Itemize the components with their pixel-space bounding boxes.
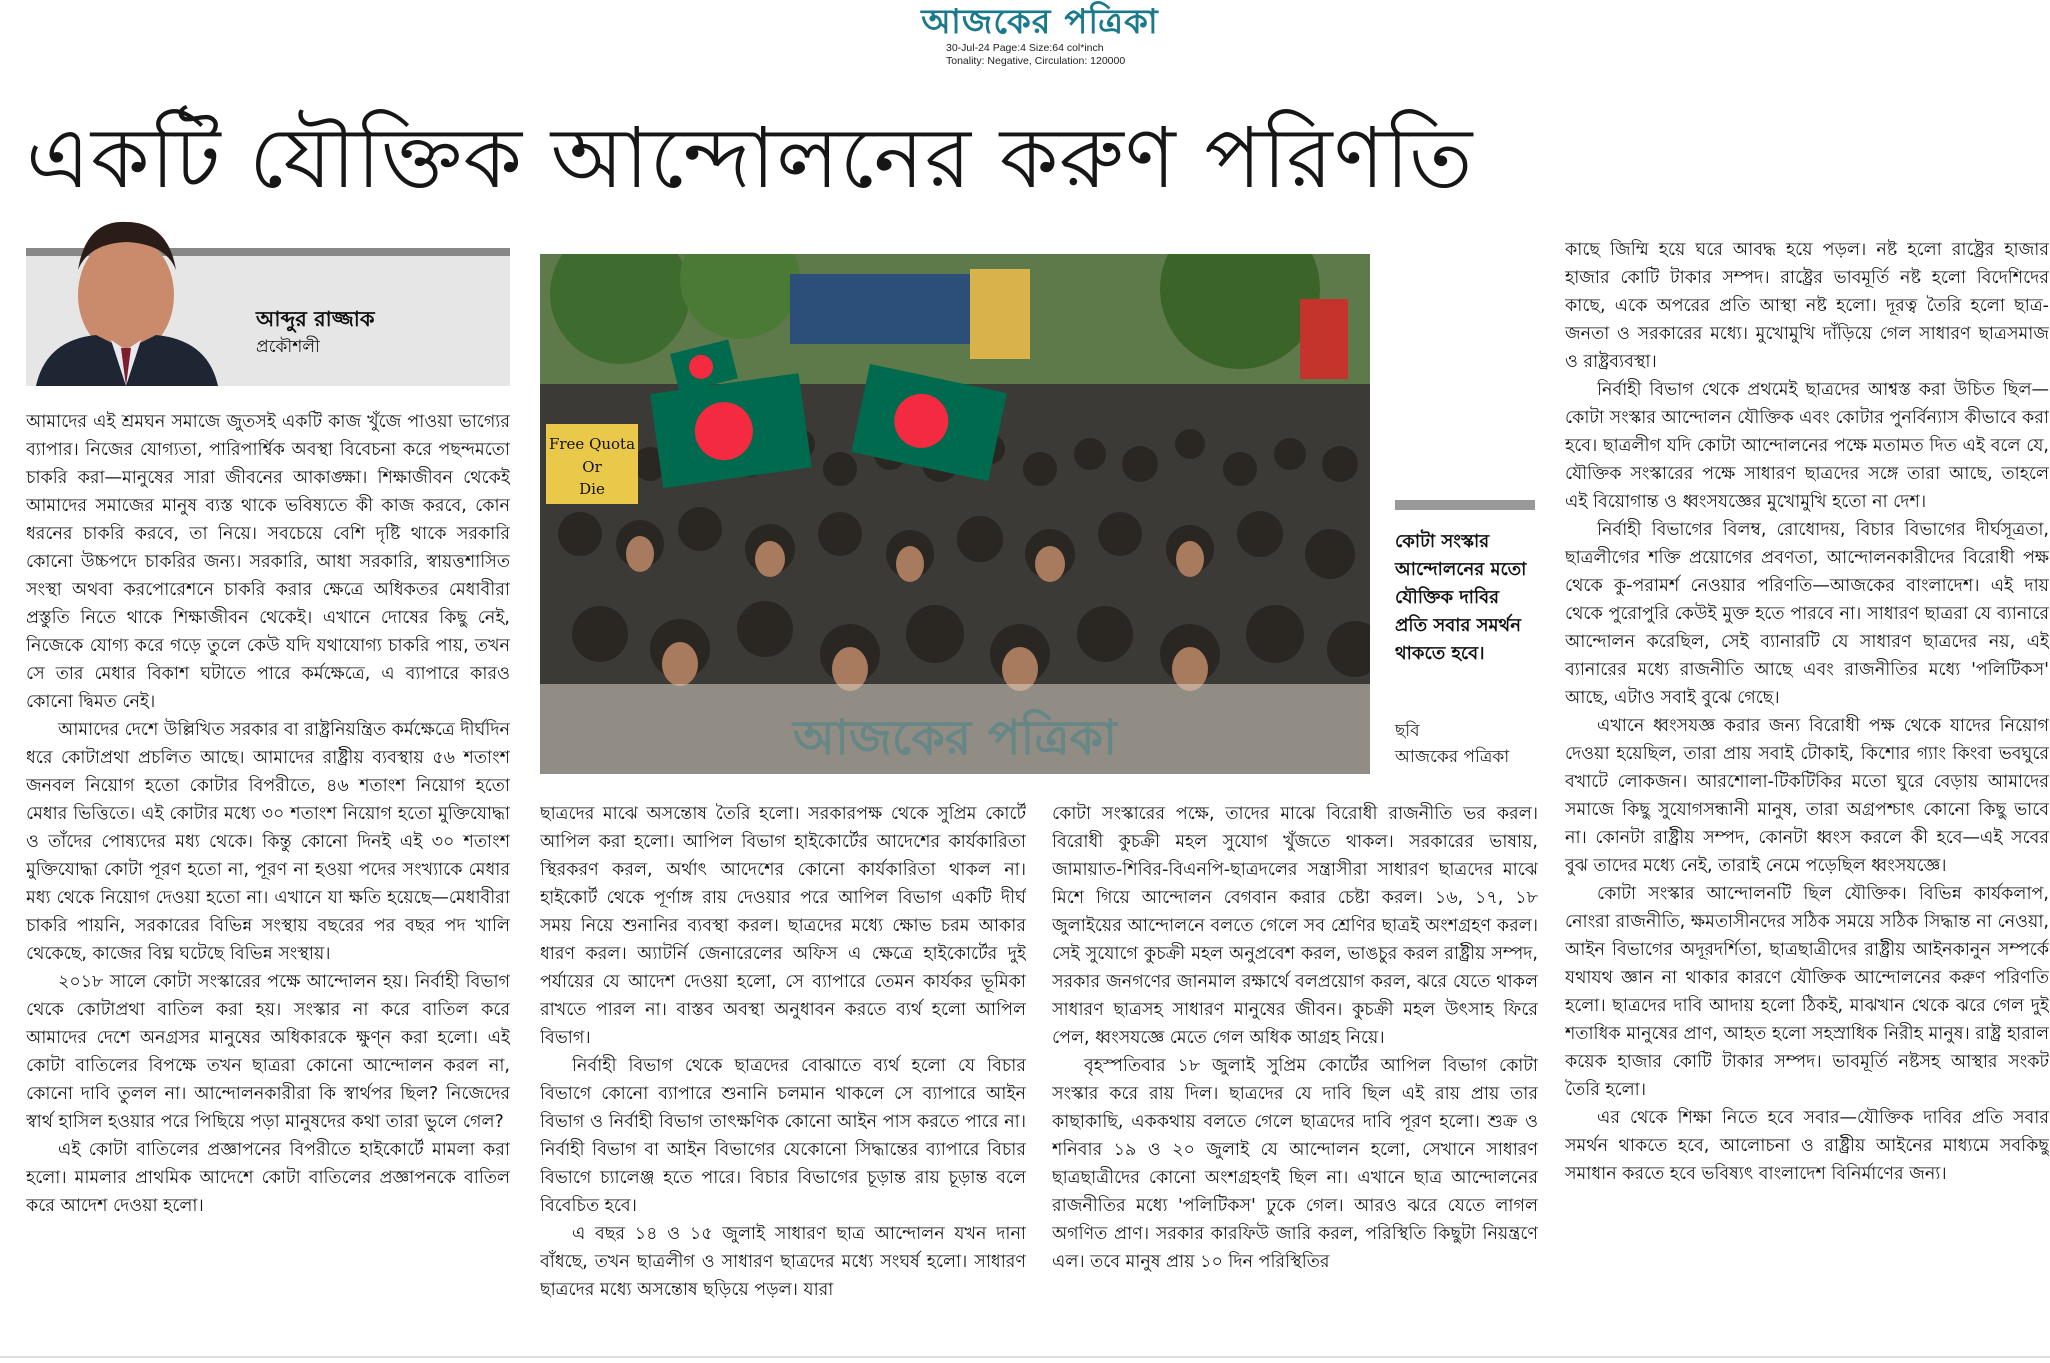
clipping-meta-line2: Tonality: Negative, Circulation: 120000 [946,55,1126,67]
clipping-meta-line1: 30-Jul-24 Page:4 Size:64 col*inch [946,42,1104,54]
paragraph: নির্বাহী বিভাগ থেকে ছাত্রদের বোঝাতে ব্যর্থ হলো যে বিচার বিভাগে কোনো ব্যাপারে শুনানি চলমান থাকলে সে ব্যাপারে আইন বিভাগ ও নির্বাহী বিভাগ তাৎক্ষণিক কোনো আইন পাস করতে পারে না। নির্বাহী বিভাগ বা আইন বিভাগের যেকোনো সিদ্ধান্তের ব্যাপারে বিচার বিভাগে চ্যালেঞ্জ হতে পারে। বিচার বিভাগের চূড়ান্ত রায় চূড়ান্ত বলে বিবেচিত হবে। [540,1056,1026,1216]
article-headline: একটি যৌক্তিক আন্দোলনের করুণ পরিণতি [26,109,1474,207]
photo-caption-credit: আজকের পত্রিকা [1395,747,1510,767]
photo-caption-label: ছবি [1395,721,1420,741]
pull-quote-rule [1395,500,1535,510]
paragraph: নির্বাহী বিভাগের বিলম্ব, রোধোদয়, বিচার বিভাগের দীর্ঘসূত্রতা, ছাত্রলীগের শক্তি প্রয়োগের প্রবণতা, আন্দোলনকারীদের বিরোধী পক্ষ থেকে কু-পরামর্শ নেওয়ার পরিণতি—আজকের বাংলাদেশ। এই দায় থেকে পুরোপুরি কেউই মুক্ত হতে পারবে না। সাধারণ ছাত্ররা যে ব্যানারে আন্দোলন করেছিল, সেই ব্যানারটি যে সাধারণ ছাত্রদের নয়, এই ব্যানারের মধ্যে রাজনীতি আছে এবং রাজনীতির মধ্যে 'পলিটিকস' আছে, এটাও সবাই বুঝে গেছে। [1565,520,2049,708]
paragraph: এখানে ধ্বংসযজ্ঞ করার জন্য বিরোধী পক্ষ থেকে যাদের নিয়োগ দেওয়া হয়েছিল, তারা প্রায় সবাই টোকাই, কিশোর গ্যাং কিংবা ভবঘুরে বখাটে লোকজন। আরশোলা-টিকটিকির মতো ঘুরে বেড়ায় আমাদের সমাজে কিছু সুযোগসন্ধানী মানুষ, তারা অগ্রপশ্চাৎ কোনো কিছু ভাবে না। কোনটা রাষ্ট্রীয় সম্পদ, কোনটা ধ্বংস করলে কী হবে—এই সবের বুঝ তাদের মধ্যে নেই, তারাই নেমে পড়েছিল ধ্বংসযজ্ঞে। [1565,716,2049,876]
masthead [860,2,1220,68]
paragraph: কোটা সংস্কার আন্দোলনটি ছিল যৌক্তিক। বিভিন্ন কার্যকলাপ, নোংরা রাজনীতি, ক্ষমতাসীনদের সঠিক সময়ে সঠিক সিদ্ধান্ত না নেওয়া, আইন বিভাগের অদূরদর্শিতা, ছাত্রছাত্রীদের রাষ্ট্রীয় আইনকানুন সম্পর্কে যথাযথ জ্ঞান না থাকার কারণে যৌক্তিক আন্দোলনের করুণ পরিণতি হলো। ছাত্রদের দাবি আদায় হলো ঠিকই, মাঝখান থেকে ঝরে গেল দুই শতাধিক মানুষের প্রাণ, আহত হলো সহস্রাধিক নিরীহ মানুষ। রাষ্ট্র হারাল কয়েক হাজার কোটি টাকার সম্পদ। ভাবমূর্তি নষ্টসহ আস্থার সংকট তৈরি হলো। [1565,884,2049,1100]
placard-text-1: Free Quota [548,435,636,453]
article-column-1 [26,408,510,1344]
paragraph: কোটা সংস্কারের পক্ষে, তাদের মাঝে বিরোধী রাজনীতি ভর করল। বিরোধী কুচক্রী মহল সুযোগ খুঁজতে থাকল। সরকারের ভাষায়, জামায়াত-শিবির-বিএনপি-ছাত্রদলের সন্ত্রাসীরা সাধারণ ছাত্রদের মাঝে মিশে গিয়ে আন্দোলন বেগবান করার চেষ্টা করল। ১৬, ১৭, ১৮ জুলাইয়ের আন্দোলনে বলতে গেলে সব শ্রেণির ছাত্রই অংশগ্রহণ করল। সেই সুযোগে কুচক্রী মহল অনুপ্রবেশ করল, ভাঙচুর করল রাষ্ট্রীয় সম্পদ, সরকার জনগণের জানমাল রক্ষার্থে বলপ্রয়োগ করল, ঝরে যেতে থাকল সাধারণ ছাত্রসহ সাধারণ মানুষের জীবন। কুচক্রী মহল উৎসাহ ফিরে পেল, ধ্বংসযজ্ঞে মেতে গেল অধিক আগ্রহ নিয়ে। [1052,804,1538,1048]
paragraph: নির্বাহী বিভাগ থেকে প্রথমেই ছাত্রদের আশ্বস্ত করা উচিত ছিল—কোটা সংস্কার আন্দোলন যৌক্তিক এবং কোটার পুনর্বিন্যাস কীভাবে করা হবে। ছাত্রলীগ যদি কোটা আন্দোলনের পক্ষে মতামত দিত এই বলে যে, যৌক্তিক সংস্কারের পক্ষে সাধারণ ছাত্রদের সঙ্গে তারা আছে, তাহলে এই বিয়োগান্ত ও ধ্বংসযজ্ঞের মুখোমুখি হতো না দেশ। [1565,380,2049,512]
paragraph: আমাদের দেশে উল্লিখিত সরকার বা রাষ্ট্রনিয়ন্ত্রিত কর্মক্ষেত্রে দীর্ঘদিন ধরে কোটাপ্রথা প্রচলিত আছে। আমাদের রাষ্ট্রীয় ব্যবস্থায় ৫৬ শতাংশ জনবল নিয়োগ হতো কোটার বিপরীতে, ৪৬ শতাংশ নিয়োগ হতো মেধার ভিত্তিতে। এই কোটার মধ্যে ৩০ শতাংশ নিয়োগ হতো মুক্তিযোদ্ধা ও তাঁদের পোষ্যদের মধ্য থেকে। কিন্তু কোনো দিনই এই ৩০ শতাংশ মুক্তিযোদ্ধা কোটা পূরণ হতো না, পূরণ না হওয়া পদের সংখ্যাকে মেধার মধ্য থেকে নিয়োগ দেওয়া হতো না। এখানে যা ক্ষতি হয়েছে—মেধাবীরা চাকরি পায়নি, সরকারের বিভিন্ন সংস্থায় বছরের পর বছর পদ খালি থেকেছে, কাজের বিঘ্ন ঘটেছে বিভিন্ন সংস্থায়। [26,720,510,964]
placard-text-3: Die [579,480,605,498]
author-name: আব্দুর রাজ্জাক [256,307,375,331]
pull-quote [1395,500,1535,668]
newspaper-logo: আজকের পত্রিকা [921,2,1159,42]
article-column-3 [1052,800,1538,1344]
paragraph: আমাদের এই শ্রমঘন সমাজে জুতসই একটি কাজ খুঁজে পাওয়া ভাগ্যের ব্যাপার। নিজের যোগ্যতা, পারিপার্শ্বিক অবস্থা বিবেচনা করে পছন্দমতো চাকরি করা—মানুষের সারা জীবনের আকাঙ্ক্ষা। শিক্ষাজীবন থেকেই আমাদের সমাজের মানুষ ব্যস্ত থাকে ভবিষ্যতে কী কাজ করবে, কোন ধরনের চাকরি করবে, তা নিয়ে। সবচেয়ে বেশি দৃষ্টি থাকে সরকারি কোনো উচ্চপদে চাকরির জন্য। সরকারি, আধা সরকারি, স্বায়ত্তশাসিত সংস্থা অথবা করপোরেশনে চাকরি করার ক্ষেত্রে অধিকতর মেধাবীরা প্রস্তুতি নিতে থাকে শিক্ষাজীবন থেকেই। এখানে দোষের কিছু নেই, নিজেকে যোগ্য করে গড়ে তুলে কেউ যদি যথাযোগ্য চাকরি পায়, তখন সে তার মেধার বিকাশ ঘটাতে পারে কর্মক্ষেত্রে, এ ব্যাপারে কারও কোনো দ্বিমত নেই। [26,412,510,712]
paragraph: এর থেকে শিক্ষা নিতে হবে সবার—যৌক্তিক দাবির প্রতি সবার সমর্থন থাকতে হবে, আলোচনা ও রাষ্ট্রীয় আইনের মাধ্যমে সবকিছু সমাধান করতে হবে ভবিষ্যৎ বাংলাদেশ বিনির্মাণের জন্য। [1565,1108,2049,1184]
paragraph: এ বছর ১৪ ও ১৫ জুলাই সাধারণ ছাত্র আন্দোলন যখন দানা বাঁধছে, তখন ছাত্রলীগ ও সাধারণ ছাত্রদের মধ্যে সংঘর্ষ হলো। সাধারণ ছাত্রদের মধ্যে অসন্তোষ ছড়িয়ে পড়ল। যারা [540,1224,1026,1300]
author-portrait [26,200,226,386]
photo-caption [1395,718,1545,770]
paragraph: ২০১৮ সালে কোটা সংস্কারের পক্ষে আন্দোলন হয়। নির্বাহী বিভাগ থেকে কোটাপ্রথা বাতিল করা হয়। সংস্কার না করে বাতিল করে আমাদের দেশে অনগ্রসর মানুষের অধিকারকে ক্ষুণ্ন করা হলো। এই কোটা বাতিলের বিপক্ষে তখন ছাত্ররা কোনো আন্দোলন করল না, কোনো দাবি তুলল না। আন্দোলনকারীরা কি স্বার্থপর ছিল? নিজেদের স্বার্থ হাসিল হওয়ার পরে পিছিয়ে পড়া মানুষদের কথা তারা ভুলে গেল? [26,972,510,1132]
paragraph: কাছে জিম্মি হয়ে ঘরে আবদ্ধ হয়ে পড়ল। নষ্ট হলো রাষ্ট্রের হাজার হাজার কোটি টাকার সম্পদ। রাষ্ট্রের ভাবমূর্তি নষ্ট হলো বিদেশিদের কাছে, একে অপরের প্রতি আস্থা নষ্ট হলো। দূরত্ব তৈরি হলো ছাত্র-জনতা ও সরকারের মধ্যে। মুখোমুখি দাঁড়িয়ে গেল সাধারণ ছাত্রসমাজ ও রাষ্ট্রব্যবস্থা। [1565,240,2049,372]
paragraph: ছাত্রদের মাঝে অসন্তোষ তৈরি হলো। সরকারপক্ষ থেকে সুপ্রিম কোর্টে আপিল করা হলো। আপিল বিভাগ হাইকোর্টের আদেশের কার্যকারিতা স্থিরকরণ করল, অর্থাৎ আদেশের কোনো কার্যকারিতা থাকল না। হাইকোর্ট থেকে পূর্ণাঙ্গ রায় দেওয়ার পরে আপিল বিভাগ একটি দীর্ঘ সময় নিয়ে শুনানির ব্যবস্থা করল। ছাত্রদের মধ্যে ক্ষোভ চরম আকার ধারণ করল। অ্যাটর্নি জেনারেলের অফিস এ ক্ষেত্রে হাইকোর্টের দুই পর্যায়ের যে আদেশ দেওয়া হলো, সে ব্যাপারে তেমন কার্যকর ভূমিকা রাখতে পারল না। বাস্তব অবস্থা অনুধাবন করতে ব্যর্থ হলো আপিল বিভাগ। [540,804,1026,1048]
author-role: প্রকৌশলী [256,337,320,357]
pull-quote-text: কোটা সংস্কার আন্দোলনের মতো যৌক্তিক দাবির প্রতি সবার সমর্থন থাকতে হবে। [1395,531,1527,664]
article-column-4 [1565,236,2049,1344]
photo-watermark: আজকের পত্রিকা [793,710,1117,766]
placard-text-2: Or [582,458,602,476]
protest-photo [540,254,1370,774]
article-column-2 [540,800,1026,1344]
bottom-rule [0,1356,2050,1358]
paragraph: বৃহস্পতিবার ১৮ জুলাই সুপ্রিম কোর্টের আপিল বিভাগ কোটা সংস্কার করে রায় দিল। ছাত্রদের যে দাবি ছিল এই রায় প্রায় তার কাছাকাছি, এককথায় বলতে গেলে ছাত্রদের দাবি পূরণ হলো। শুক্র ও শনিবার ১৯ ও ২০ জুলাই যে আন্দোলন হলো, সেখানে সাধারণ ছাত্রছাত্রীদের কোনো অংশগ্রহণই ছিল না। এখানে ছাত্র আন্দোলনের রাজনীতির মধ্যে 'পলিটিকস' ঢুকে গেল। আরও ঝরে যেতে লাগল অগণিত প্রাণ। সরকার কারফিউ জারি করল, পরিস্থিতি কিছুটা নিয়ন্ত্রণে এল। তবে মানুষ প্রায় ১০ দিন পরিস্থিতির [1052,1056,1538,1272]
paragraph: এই কোটা বাতিলের প্রজ্ঞাপনের বিপরীতে হাইকোর্টে মামলা করা হলো। মামলার প্রাথমিক আদেশে কোটা বাতিলের প্রজ্ঞাপনকে বাতিল করে আদেশ দেওয়া হলো। [26,1140,510,1216]
